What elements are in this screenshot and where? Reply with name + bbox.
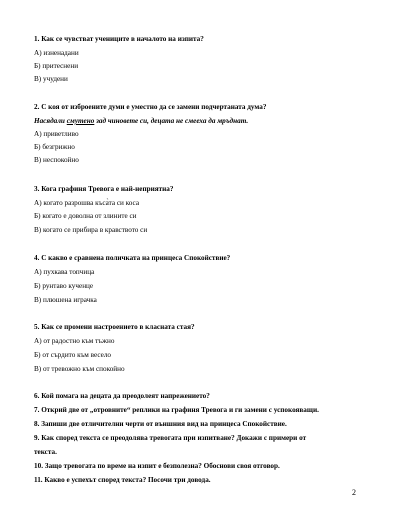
question-9: 9. Как според текста се преодолява тревогата при изпитване? Докажи с примери от xyxy=(34,434,307,442)
sentence-end: зад чиновете си, децата не смееха да мръднат. xyxy=(94,117,249,125)
answer-5a: А) от радостно към тъжно xyxy=(34,337,115,345)
question-3: 3. Кога графиня Тревога е най-неприятна? xyxy=(34,185,174,193)
question-2: 2. С коя от изброените думи е уместно да се замени подчертаната дума? xyxy=(34,103,267,111)
answer-3b: Б) когато е доволна от злините си xyxy=(34,212,137,220)
question-8: 8. Запиши две отличителни черти от външния вид на принцеса Спокойствие. xyxy=(34,420,287,428)
answer-2a: А) приветливо xyxy=(34,130,79,138)
question-7: 7. Открий две от „отровните“ реплики на графиня Тревога и ги замени с успокояващи. xyxy=(34,406,319,414)
question-11: 11. Какво е успехът според текста? Посочи три довода. xyxy=(34,476,211,484)
answer-4a: А) пухкава топчица xyxy=(34,268,95,276)
question-10: 10. Защо тревогата по време на изпит е безполезна? Обоснови своя отговор. xyxy=(34,462,280,470)
question-4: 4. С какво е сравнена поличката на принцеса Спокойствие? xyxy=(34,254,231,262)
answer-4c: В) плюшена играчка xyxy=(34,296,97,304)
sentence-start: Насядали xyxy=(34,117,67,125)
question-1: 1. Как се чувстват учениците в началото на изпита? xyxy=(34,35,204,43)
answer-2c: В) неспокойно xyxy=(34,156,79,164)
answer-5b: Б) от сърдито към весело xyxy=(34,351,112,359)
answer-1c: В) учудени xyxy=(34,75,68,83)
answer-2b: Б) безгрижно xyxy=(34,143,75,151)
answer-3a: А) когато разрошва къса̀та си коса xyxy=(34,199,140,207)
question-2-sentence xyxy=(34,117,248,126)
answer-4b: Б) рунтаво кученце xyxy=(34,282,94,290)
answer-3c: В) когато се прибира в кравството си xyxy=(34,226,148,234)
question-6: 6. Кой помага на децата да преодолеят напрежението? xyxy=(34,392,210,400)
underlined-word: смутено xyxy=(66,117,95,125)
answer-1b: Б) притеснени xyxy=(34,62,79,70)
answer-1a: А) изненадани xyxy=(34,49,79,57)
question-9-continued: текста. xyxy=(34,448,57,456)
page-number: 2 xyxy=(352,488,356,497)
answer-5c: В) от тревожно към спокойно xyxy=(34,365,125,373)
question-5: 5. Как се промени настроението в класната стая? xyxy=(34,323,195,331)
